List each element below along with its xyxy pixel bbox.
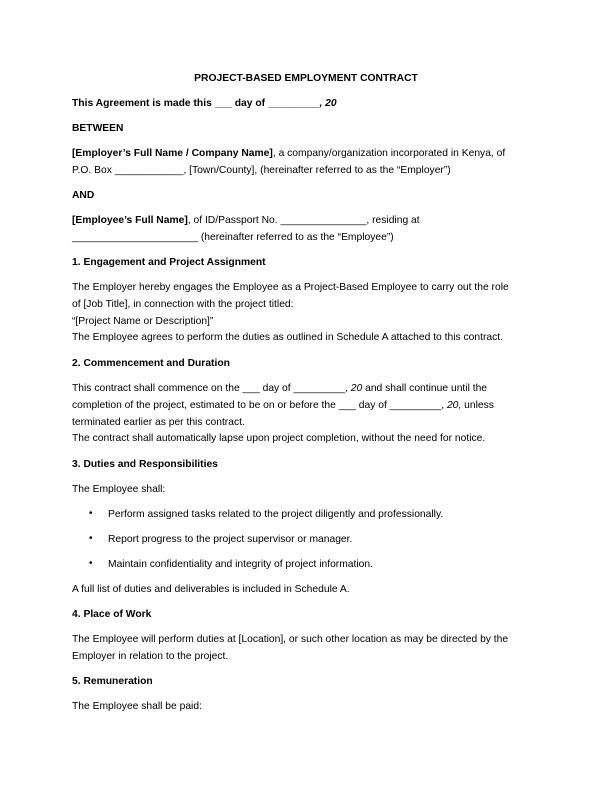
agreement-year: , 20: [319, 98, 337, 109]
section-2-text: unless: [461, 399, 494, 411]
employee-block: [72, 213, 542, 247]
section-3-lead: The Employee shall:: [72, 484, 166, 495]
section-2-line-1: [72, 381, 542, 398]
employer-block: [72, 146, 542, 180]
employee-line-2: ______________________ (hereinafter referred to as the “Employee”): [72, 231, 394, 243]
between-label: BETWEEN: [72, 123, 124, 134]
section-4-line: The Employee will perform duties at [Location], or such other location as may be directed by the: [72, 634, 509, 645]
employer-line-2: P.O. Box ____________, [Town/County], (hereinafter referred to as the “Employer”): [72, 164, 451, 176]
agreement-date-prefix: This Agreement is made this ___ day of _________: [72, 98, 320, 109]
employee-name: [Employee’s Full Name]: [72, 215, 188, 226]
employee-line-1: [72, 213, 542, 230]
section-2-line-2: [72, 398, 542, 415]
duty-item: Maintain confidentiality and integrity of project information.: [108, 559, 373, 570]
bullet-marker: •: [89, 533, 93, 544]
section-1-line: The Employer hereby engages the Employee as a Project-Based Employee to carry out the role: [72, 282, 509, 293]
section-3-tail: A full list of duties and deliverables is included in Schedule A.: [72, 584, 350, 595]
bullet-marker: •: [89, 558, 93, 569]
section-2-text: completion of the project, estimated to be on or before the ___ day of _________,: [72, 399, 447, 411]
section-2-body: [72, 381, 542, 448]
bullet-marker: •: [89, 508, 93, 519]
duty-item: Report progress to the project supervisor or manager.: [108, 534, 353, 545]
duty-item: Perform assigned tasks related to the project diligently and professionally.: [108, 509, 444, 520]
section-2-line-3: terminated earlier as per this contract.: [72, 416, 245, 428]
section-2-line-4: The contract shall automatically lapse upon project completion, without the need for notice.: [72, 433, 486, 445]
document-title: PROJECT-BASED EMPLOYMENT CONTRACT: [194, 73, 418, 84]
section-1-line: The Employee agrees to perform the duties as outlined in Schedule A attached to this contract.: [72, 332, 504, 344]
section-4-line: Employer in relation to the project.: [72, 650, 229, 662]
section-2-year: 20,: [446, 399, 462, 411]
employer-line-1: [72, 146, 542, 163]
employee-line-1-rest: , of ID/Passport No. _______________, residing at: [187, 215, 420, 226]
agreement-date-line: [72, 96, 542, 113]
section-2-text: and shall continue until the: [362, 383, 488, 394]
section-3-heading: 3. Duties and Responsibilities: [72, 459, 218, 470]
section-1-body: [72, 280, 542, 347]
section-4-body: [72, 632, 542, 666]
section-2-text: This contract shall commence on the ___ day of _________,: [72, 383, 351, 394]
employer-name: [Employer’s Full Name / Company Name]: [72, 148, 273, 159]
employer-line-1-rest: , a company/organization incorporated in Kenya, of: [272, 148, 506, 159]
section-1-line: “[Project Name or Description]”: [72, 315, 214, 327]
section-1-heading: 1. Engagement and Project Assignment: [72, 257, 266, 268]
section-5-lead: The Employee shall be paid:: [72, 701, 202, 712]
section-5-heading: 5. Remuneration: [72, 676, 153, 687]
section-2-heading: 2. Commencement and Duration: [72, 358, 230, 369]
section-2-year: 20: [350, 383, 363, 394]
section-1-line: of [Job Title], in connection with the project titled:: [72, 298, 294, 310]
and-label: AND: [72, 190, 95, 201]
section-4-heading: 4. Place of Work: [72, 609, 152, 620]
